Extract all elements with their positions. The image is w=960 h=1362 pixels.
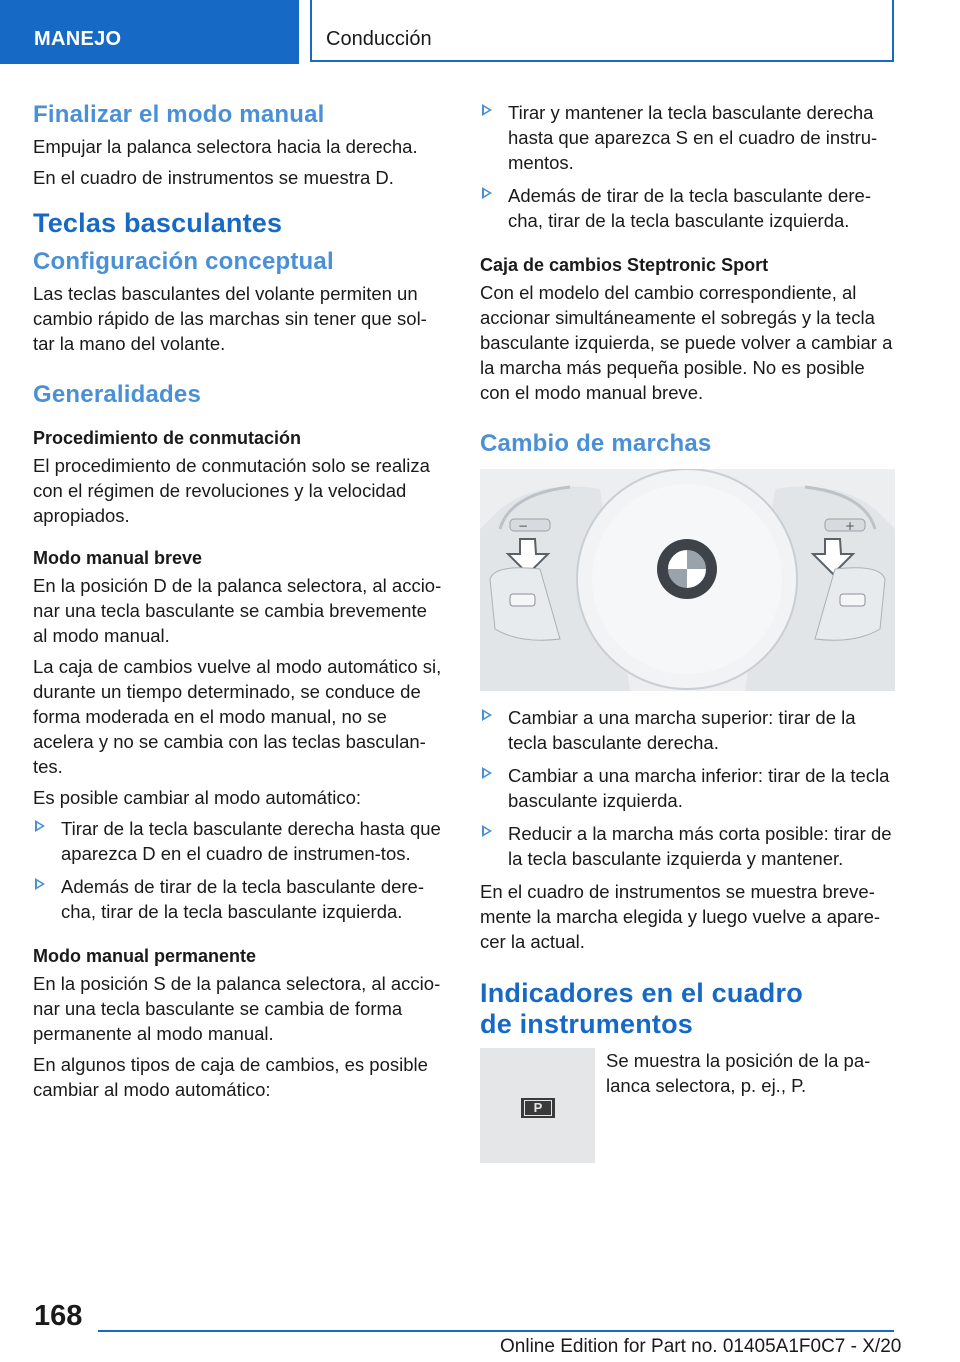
paragraph: En la posición S de la palanca selectora, al accio‐nar una tecla basculante se cambia de forma permanente al modo manual.	[33, 973, 441, 1044]
paragraph: Las teclas basculantes del volante permiten un cambio rápido de las marchas sin tener que sol‐tar la mano del volante.	[33, 283, 427, 354]
heading-cambio-marchas: Cambio de marchas	[480, 430, 712, 457]
list-item: Además de tirar de la tecla basculante dere‐cha, tirar de la tecla basculante izquierda.	[480, 183, 895, 233]
svg-text:−: −	[518, 519, 529, 533]
list-item: Reducir a la marcha más corta posible: tirar de la tecla basculante izquierda y mantener.	[480, 821, 895, 871]
section-tab	[0, 0, 299, 64]
heading-finalizar: Finalizar el modo manual	[33, 101, 325, 128]
triangle-bullet-icon	[482, 825, 492, 837]
page-number: 168	[34, 1300, 83, 1332]
bullet-list	[480, 705, 895, 871]
triangle-bullet-icon	[482, 709, 492, 721]
bullet-list	[33, 816, 445, 924]
triangle-bullet-icon	[35, 820, 45, 832]
paragraph: El procedimiento de conmutación solo se realiza con el régimen de revoluciones y la velocidad apropiados.	[33, 455, 430, 526]
list-item: Cambiar a una marcha inferior: tirar de la tecla basculante izquierda.	[480, 763, 895, 813]
steering-wheel-illustration	[480, 469, 895, 691]
footer-edition: Online Edition for Part no. 01405A1F0C7 - X/20	[500, 1336, 902, 1357]
footer-divider	[98, 1330, 894, 1332]
triangle-bullet-icon	[482, 187, 492, 199]
heading-configuracion: Configuración conceptual	[33, 248, 334, 275]
chapter-tab	[310, 0, 894, 62]
heading-teclas-basculantes: Teclas basculantes	[33, 208, 283, 238]
heading-procedimiento: Procedimiento de conmutación	[33, 428, 302, 448]
paragraph: Con el modelo del cambio correspondiente, al accionar simultáneamente el sobregás y la tecla basculante izquierda, se puede volver a cambiar a la marcha más pequeña posible. No es posible con el modo manual breve.	[480, 282, 893, 403]
list-item: Cambiar a una marcha superior: tirar de la tecla basculante derecha.	[480, 705, 895, 755]
paragraph: La caja de cambios vuelve al modo automático si, durante un tiempo determinado, se conduce de forma moderada en el modo manual, no se acelera y no se cambia con las teclas basculan‐tes.	[33, 656, 442, 777]
gear-indicator-illustration	[480, 1048, 595, 1163]
chapter-title: Conducción	[326, 28, 432, 50]
svg-text:+: +	[845, 519, 856, 533]
left-column	[33, 100, 445, 1108]
right-column	[480, 100, 895, 1166]
heading-indicadores: Indicadores en el cuadro de instrumentos	[480, 978, 803, 1039]
heading-steptronic-sport: Caja de cambios Steptronic Sport	[480, 255, 769, 275]
paragraph: Es posible cambiar al modo automático:	[33, 787, 362, 808]
paragraph: En algunos tipos de caja de cambios, es posible cambiar al modo automático:	[33, 1054, 428, 1100]
list-item: Tirar y mantener la tecla basculante derecha hasta que aparezca S en el cuadro de instru‐mentos.	[480, 100, 895, 175]
triangle-bullet-icon	[482, 104, 492, 116]
paragraph: En el cuadro de instrumentos se muestra breve‐mente la marcha elegida y luego vuelve a apare‐cer la actual.	[480, 881, 881, 952]
paragraph: Empujar la palanca selectora hacia la derecha.	[33, 136, 418, 157]
triangle-bullet-icon	[35, 878, 45, 890]
heading-modo-breve: Modo manual breve	[33, 548, 203, 568]
list-item: Tirar de la tecla basculante derecha hasta que aparezca D en el cuadro de instrumen‐tos.	[33, 816, 445, 866]
section-title: MANEJO	[34, 28, 122, 50]
triangle-bullet-icon	[482, 767, 492, 779]
list-item: Además de tirar de la tecla basculante dere‐cha, tirar de la tecla basculante izquierda.	[33, 874, 445, 924]
heading-generalidades: Generalidades	[33, 381, 202, 408]
paragraph: Se muestra la posición de la pa‐lanca selectora, p. ej., P.	[606, 1050, 871, 1096]
bullet-list	[480, 100, 895, 233]
paragraph: En el cuadro de instrumentos se muestra D.	[33, 167, 394, 188]
park-indicator-icon: P	[521, 1098, 555, 1118]
paragraph: En la posición D de la palanca selectora, al accio‐nar una tecla basculante se cambia brevemente al modo manual.	[33, 575, 442, 646]
heading-modo-permanente: Modo manual permanente	[33, 946, 257, 966]
